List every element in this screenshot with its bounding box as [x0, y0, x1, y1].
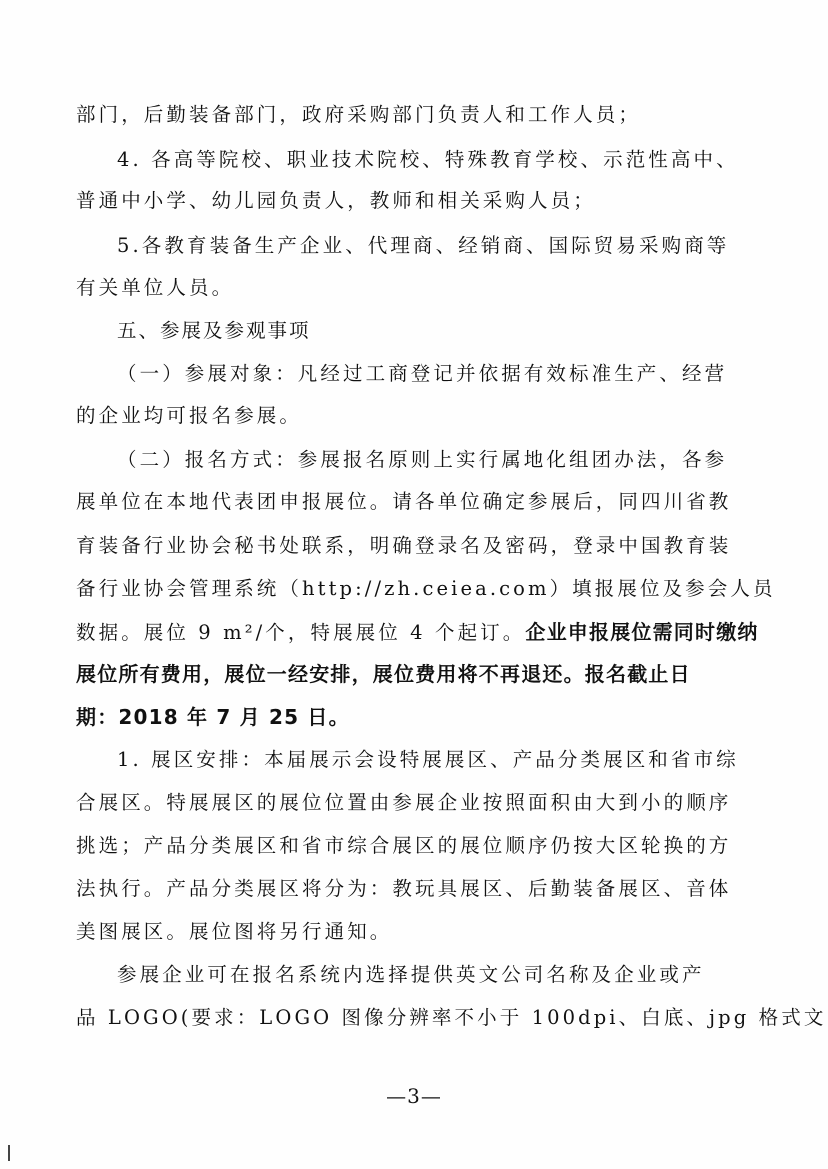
- paragraph-exhibit-areas: 1. 展区安排：本届展示会设特展展区、产品分类展区和省市综: [117, 748, 739, 771]
- section-heading: 五、参展及参观事项: [117, 319, 311, 342]
- text-line: 美图展区。展位图将另行通知。: [76, 920, 393, 943]
- text-normal: 数据。展位 9 m²/个，特展展位 4 个起订。: [76, 621, 526, 644]
- text-line: 展单位在本地代表团申报展位。请各单位确定参展后，同四川省教: [76, 490, 732, 513]
- paragraph-registration: （二）报名方式：参展报名原则上实行属地化组团办法，各参: [117, 448, 728, 471]
- text-bold-notice: 展位所有费用，展位一经安排，展位费用将不再退还。报名截止日: [76, 662, 691, 686]
- text-line: 的企业均可报名参展。: [76, 404, 303, 427]
- text-line: [76, 620, 759, 645]
- text-line: 合展区。特展展区的展位位置由参展企业按照面积由大到小的顺序: [76, 791, 732, 814]
- text-line: 部门，后勤装备部门，政府采购部门负责人和工作人员；: [76, 103, 642, 126]
- text-line: 挑选；产品分类展区和省市综合展区的展位顺序仍按大区轮换的方: [76, 834, 732, 857]
- paragraph-logo: 参展企业可在报名系统内选择提供英文公司名称及企业或产: [117, 963, 705, 986]
- list-item-5: 5.各教育装备生产企业、代理商、经销商、国际贸易采购商等: [117, 234, 730, 257]
- page-number: —3—: [386, 1084, 442, 1108]
- text-bold-notice: 企业申报展位需同时缴纳: [525, 620, 759, 644]
- text-line: 有关单位人员。: [76, 276, 235, 299]
- deadline-text: 期：2018 年 7 月 25 日。: [76, 705, 350, 729]
- text-line: 育装备行业协会秘书处联系，明确登录名及密码，登录中国教育装: [76, 534, 732, 557]
- scan-mark: [8, 1145, 10, 1161]
- text-line: 品 LOGO(要求：LOGO 图像分辨率不小于 100dpi、白底、jpg 格式文: [76, 1006, 827, 1029]
- list-item-4: 4. 各高等院校、职业技术院校、特殊教育学校、示范性高中、: [117, 148, 739, 171]
- text-line: 普通中小学、幼儿园负责人，教师和相关采购人员；: [76, 189, 596, 212]
- text-line: 备行业协会管理系统（http://zh.ceiea.com）填报展位及参会人员: [76, 577, 776, 600]
- paragraph-exhibitors: （一）参展对象：凡经过工商登记并依据有效标准生产、经营: [117, 362, 728, 385]
- text-line: 法执行。产品分类展区将分为：教玩具展区、后勤装备展区、音体: [76, 877, 732, 900]
